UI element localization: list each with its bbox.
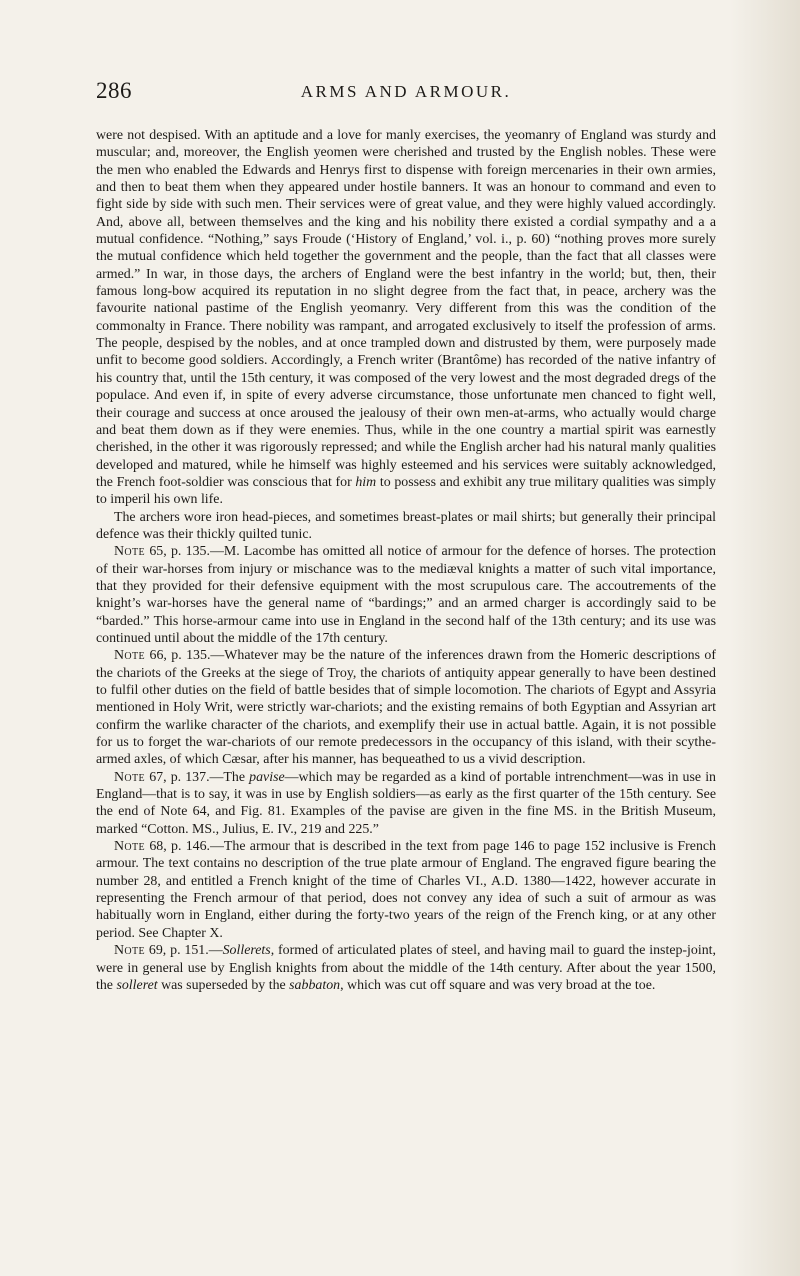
page-header <box>96 78 716 108</box>
note-69: Note 69, p. 151.—Sollerets, formed of articulated plates of steel, and having mail to guard the instep-joint, were in general use by English knights from about the middle of the 14th century. After about the year 1500, the solleret was superseded by the sabbaton, which was cut off square and was very broad at the toe. <box>96 943 717 993</box>
running-head: ARMS AND ARMOUR. <box>300 82 512 101</box>
page-number: 286 <box>96 78 132 103</box>
note-66: Note 66, p. 135.—Whatever may be the nature of the inferences drawn from the Homeric descriptions of the chariots of the Greeks at the siege of Troy, the chariots of antiquity appear generally to have been destined to fulfil other duties on the field of battle besides that of simple locomotion. The chariots of Egypt and Assyria mentioned in Holy Writ, were strictly war-chariots; and the existing remains of both Egyptian and Assyrian art confirm the warlike character of the chariots, and exemplify their use in actual battle. Again, it is not possible for us to forget the war-chariots of our remote predecessors in the occupancy of this island, with their scythe-armed axles, of which Cæsar, after his manner, has bequeathed to us a vivid description. <box>96 648 716 768</box>
body-text <box>96 127 716 994</box>
page-edge-shadow <box>730 0 800 1276</box>
paragraph-yeomanry: were not despised. With an aptitude and a love for manly exercises, the yeomanry of England was sturdy and muscular; and, moreover, the English yeomen were cherished and trusted by the English nobles. These were the men who enabled the Edwards and Henrys first to dispense with foreign mercenaries in their own armies, and then to beat them when they appeared under hostile banners. It was an honour to command and even to fight side by side with such men. Their services were of great value, and they were highly valued accordingly. And, above all, between themselves and the king and his nobility there existed a cordial sympathy and a a mutual confidence. “Nothing,” says Froude (‘History of England,’ vol. i., p. 60) “nothing proves more surely the mutual confidence which held together the government and the people, than the fact that all classes were armed.” In war, in those days, the archers of England were the best infantry in the world; but, then, their famous long-bow acquired its reputation in no slight degree from the fact that, in peace, archery was the favourite national pastime of the English yeomanry. Very different from this was the condition of the commonalty in France. There nobility was rampant, and arrogated exclusively to itself the profession of arms. The people, despised by the nobles, and at once trampled down and distrusted by them, were purposely made unfit to become good soldiers. Accordingly, a French writer (Brantôme) has recorded of the native infantry of his country that, until the 15th century, it was composed of the very lowest and the most degraded dregs of the populace. And even if, in spite of every adverse circumstance, those unfortunate men chanced to fight well, their courage and success at once aroused the jealousy of their own men-at-arms, who actually would charge and beat them down as if they were enemies. Thus, while in the one country a martial spirit was earnestly cherished, in the other it was rigorously repressed; and while the English archer had his natural manly qualities developed and matured, while he himself was highly esteemed and his services were suitably acknowledged, the French foot-soldier was conscious that for him to possess and exhibit any true military qualities was simply to imperil his own life. <box>96 128 716 508</box>
paragraph-archers: The archers wore iron head-pieces, and sometimes breast-plates or mail shirts; but generally their principal defence was their thickly quilted tunic. <box>96 509 716 542</box>
note-65: Note 65, p. 135.—M. Lacombe has omitted all notice of armour for the defence of horses. The protection of their war-horses from injury or mischance was to the mediæval knights a matter of such vital importance, that they provided for their defensive equipment with the most scrupulous care. The accoutrements of the knight’s war-horses have the general name of “bardings;” and an armed charger is accordingly said to be “barded.” This horse-armour came into use in England in the second half of the 13th century; and its use was continued until about the middle of the 17th century. <box>96 544 716 646</box>
note-67: Note 67, p. 137.—The pavise—which may be regarded as a kind of portable intrenchment—was in use in England—that is to say, it was in use by English soldiers—as early as the first quarter of the 15th century. See the end of Note 64, and Fig. 81. Examples of the pavise are given in the fine MS. in the British Museum, marked “Cotton. MS., Julius, E. IV., 219 and 225.” <box>96 769 716 837</box>
note-68: Note 68, p. 146.—The armour that is described in the text from page 146 to page 152 inclusive is French armour. The text contains no description of the true plate armour of England. The engraved figure bearing the number 28, and entitled a French knight of the time of Charles VI., A.D. 1380—1422, however accurate in representing the French armour of that period, does not convey any idea of such a suit of armour as was habitually worn in England, either during the forty-two years of the reign of the French king, or at any other period. See Chapter X. <box>96 839 716 941</box>
